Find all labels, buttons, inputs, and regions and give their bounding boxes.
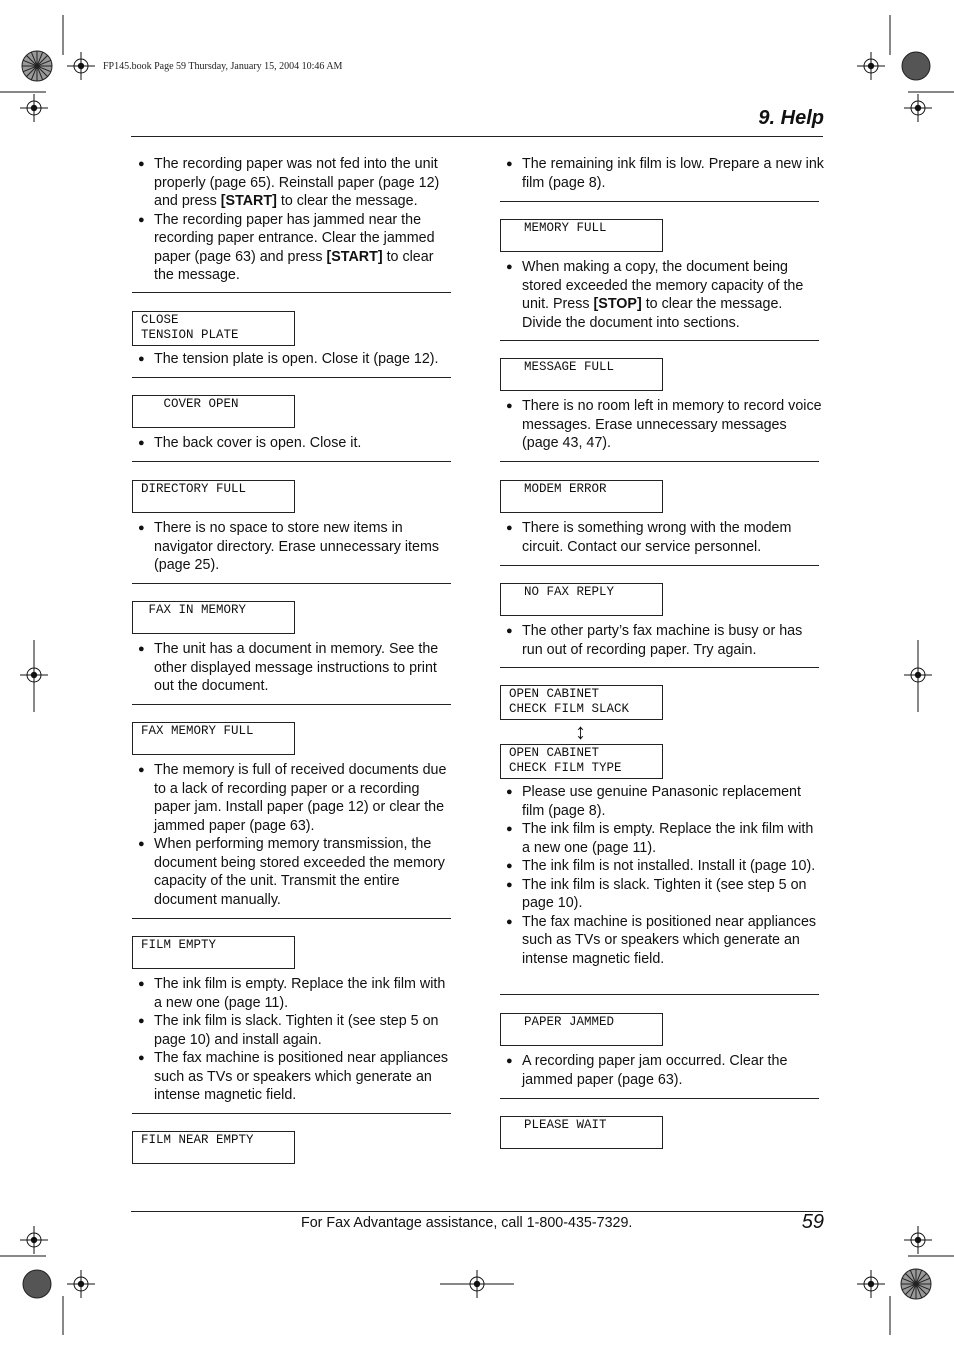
lcd-close-tension-plate: CLOSE TENSION PLATE: [132, 311, 295, 346]
gray-patch-icon: [902, 52, 930, 80]
list-item: ● The tension plate is open. Close it (page 12).: [138, 351, 439, 367]
lcd-please-wait: PLEASE WAIT: [500, 1116, 663, 1149]
divider: [500, 340, 819, 341]
lcd-no-fax-reply: NO FAX REPLY: [500, 583, 663, 616]
memory-full-desc: [500, 258, 824, 332]
divider: [132, 918, 451, 919]
lcd-check-film-type: OPEN CABINET CHECK FILM TYPE: [500, 744, 663, 779]
lcd-fax-memory-full: FAX MEMORY FULL: [132, 722, 295, 755]
divider: [132, 1113, 451, 1114]
registration-mark-icon: [67, 52, 95, 80]
page-number: 59: [801, 1211, 824, 1233]
list-item: ● There is no space to store new items in navigator directory. Erase unnecessary items (page 25).: [138, 520, 440, 573]
divider: [500, 565, 819, 566]
divider: [500, 667, 819, 668]
lcd-paper-jammed: PAPER JAMMED: [500, 1013, 663, 1046]
list-item: ● The back cover is open. Close it.: [138, 435, 362, 451]
list-item: ● When making a copy, the document being stored exceeded the memory capacity of the unit. Press [STOP] to clear the message. Divide the document into sections.: [506, 259, 804, 331]
list-item: ● There is something wrong with the modem circuit. Contact our service personnel.: [506, 520, 792, 555]
fax-memory-full-desc: [132, 761, 456, 909]
lcd-fax-in-memory: FAX IN MEMORY: [132, 601, 295, 634]
list-item: ● The recording paper was not fed into the unit properly (page 65). Reinstall paper (page 12) and press [START] to clear the message.: [138, 156, 440, 209]
gray-patch-icon: [23, 1270, 51, 1298]
up-down-arrow-icon: ↕: [575, 719, 586, 744]
registration-mark-icon: [67, 1270, 95, 1298]
start-key: [START]: [220, 193, 277, 209]
color-wheel-icon: [22, 51, 52, 81]
registration-mark-icon: [857, 1270, 885, 1298]
divider: [500, 201, 819, 202]
list-item: ● The memory is full of received documents due to a lack of recording paper or a recording paper jam. Install paper (page 12) or clear the jammed paper (page 63).: [138, 762, 447, 834]
divider: [132, 583, 451, 584]
lcd-directory-full: DIRECTORY FULL: [132, 480, 295, 513]
list-item: ● Please use genuine Panasonic replacement film (page 8).: [506, 784, 801, 819]
list-item: ● The ink film is slack. Tighten it (see step 5 on page 10).: [506, 876, 807, 911]
list-item: ● When performing memory transmission, the document being stored exceeded the memory capacity of the unit. Transmit the entire document manually.: [138, 836, 445, 908]
divider: [500, 461, 819, 462]
registration-mark-icon: [904, 1226, 932, 1254]
divider: [500, 1098, 819, 1099]
list-item: ● The fax machine is positioned near appliances such as TVs or speakers which generate an intense magnetic field.: [138, 1050, 449, 1103]
divider: [500, 994, 819, 995]
registration-mark-icon: [857, 52, 885, 80]
lcd-cover-open: COVER OPEN: [132, 395, 295, 428]
assistance-text: For Fax Advantage assistance, call 1-800-435-7329.: [301, 1215, 633, 1231]
no-fax-reply-desc: [500, 622, 824, 659]
registration-mark-icon: [904, 94, 932, 122]
right-intro: [500, 155, 824, 192]
registration-mark-icon: [20, 1226, 48, 1254]
message-full-desc: [500, 397, 824, 453]
left-column: [132, 155, 456, 285]
list-item: ● There is no room left in memory to record voice messages. Erase unnecessary messages (page 43, 47).: [506, 398, 822, 451]
list-item: ● The remaining ink film is low. Prepare a new ink film (page 8).: [506, 156, 824, 191]
divider: [132, 461, 451, 462]
list-item: ● The recording paper has jammed near the recording paper entrance. Clear the jammed paper (page 63) and press [START] to clear the message.: [138, 211, 435, 283]
paper-jammed-desc: [500, 1052, 824, 1089]
lcd-check-film-slack: OPEN CABINET CHECK FILM SLACK: [500, 685, 663, 720]
divider: [132, 377, 451, 378]
print-info: FP145.book Page 59 Thursday, January 15, 2004 10:46 AM: [103, 61, 343, 72]
registration-mark-icon: [20, 94, 48, 122]
color-wheel-icon: [901, 1269, 931, 1299]
start-key: [START]: [326, 248, 383, 265]
list-item: ● A recording paper jam occurred. Clear the jammed paper (page 63).: [506, 1053, 788, 1088]
list-item: ● The ink film is empty. Replace the ink film with a new one (page 11).: [506, 821, 814, 856]
close-tension-desc: [132, 350, 456, 369]
lcd-message-full: MESSAGE FULL: [500, 358, 663, 391]
list-item: ● The ink film is slack. Tighten it (see step 5 on page 10) and install again.: [138, 1013, 439, 1048]
lcd-memory-full: MEMORY FULL: [500, 219, 663, 252]
modem-error-desc: [500, 519, 824, 556]
directory-full-desc: [132, 519, 456, 575]
film-type-desc: [500, 783, 824, 968]
lcd-modem-error: MODEM ERROR: [500, 480, 663, 513]
lcd-film-empty: FILM EMPTY: [132, 936, 295, 969]
footer-rule: [131, 1211, 823, 1212]
list-item: ● The fax machine is positioned near appliances such as TVs or speakers which generate an intense magnetic field.: [506, 913, 817, 967]
cover-open-desc: [132, 434, 456, 453]
list-item: ● The ink film is not installed. Install it (page 10).: [506, 858, 816, 874]
list-item: ● The ink film is empty. Replace the ink film with a new one (page 11).: [138, 976, 446, 1011]
fax-in-memory-desc: [132, 640, 456, 696]
stop-key: [STOP]: [593, 296, 642, 312]
list-item: ● The other party’s fax machine is busy or has run out of recording paper. Try again.: [506, 623, 803, 658]
divider: [132, 704, 451, 705]
divider: [132, 292, 451, 293]
section-title: 9. Help: [758, 107, 824, 129]
film-empty-desc: [132, 975, 456, 1105]
lcd-film-near-empty: FILM NEAR EMPTY: [132, 1131, 295, 1164]
list-item: ● The unit has a document in memory. See the other displayed message instructions to print out the document.: [138, 641, 439, 694]
header-rule: [131, 136, 823, 137]
